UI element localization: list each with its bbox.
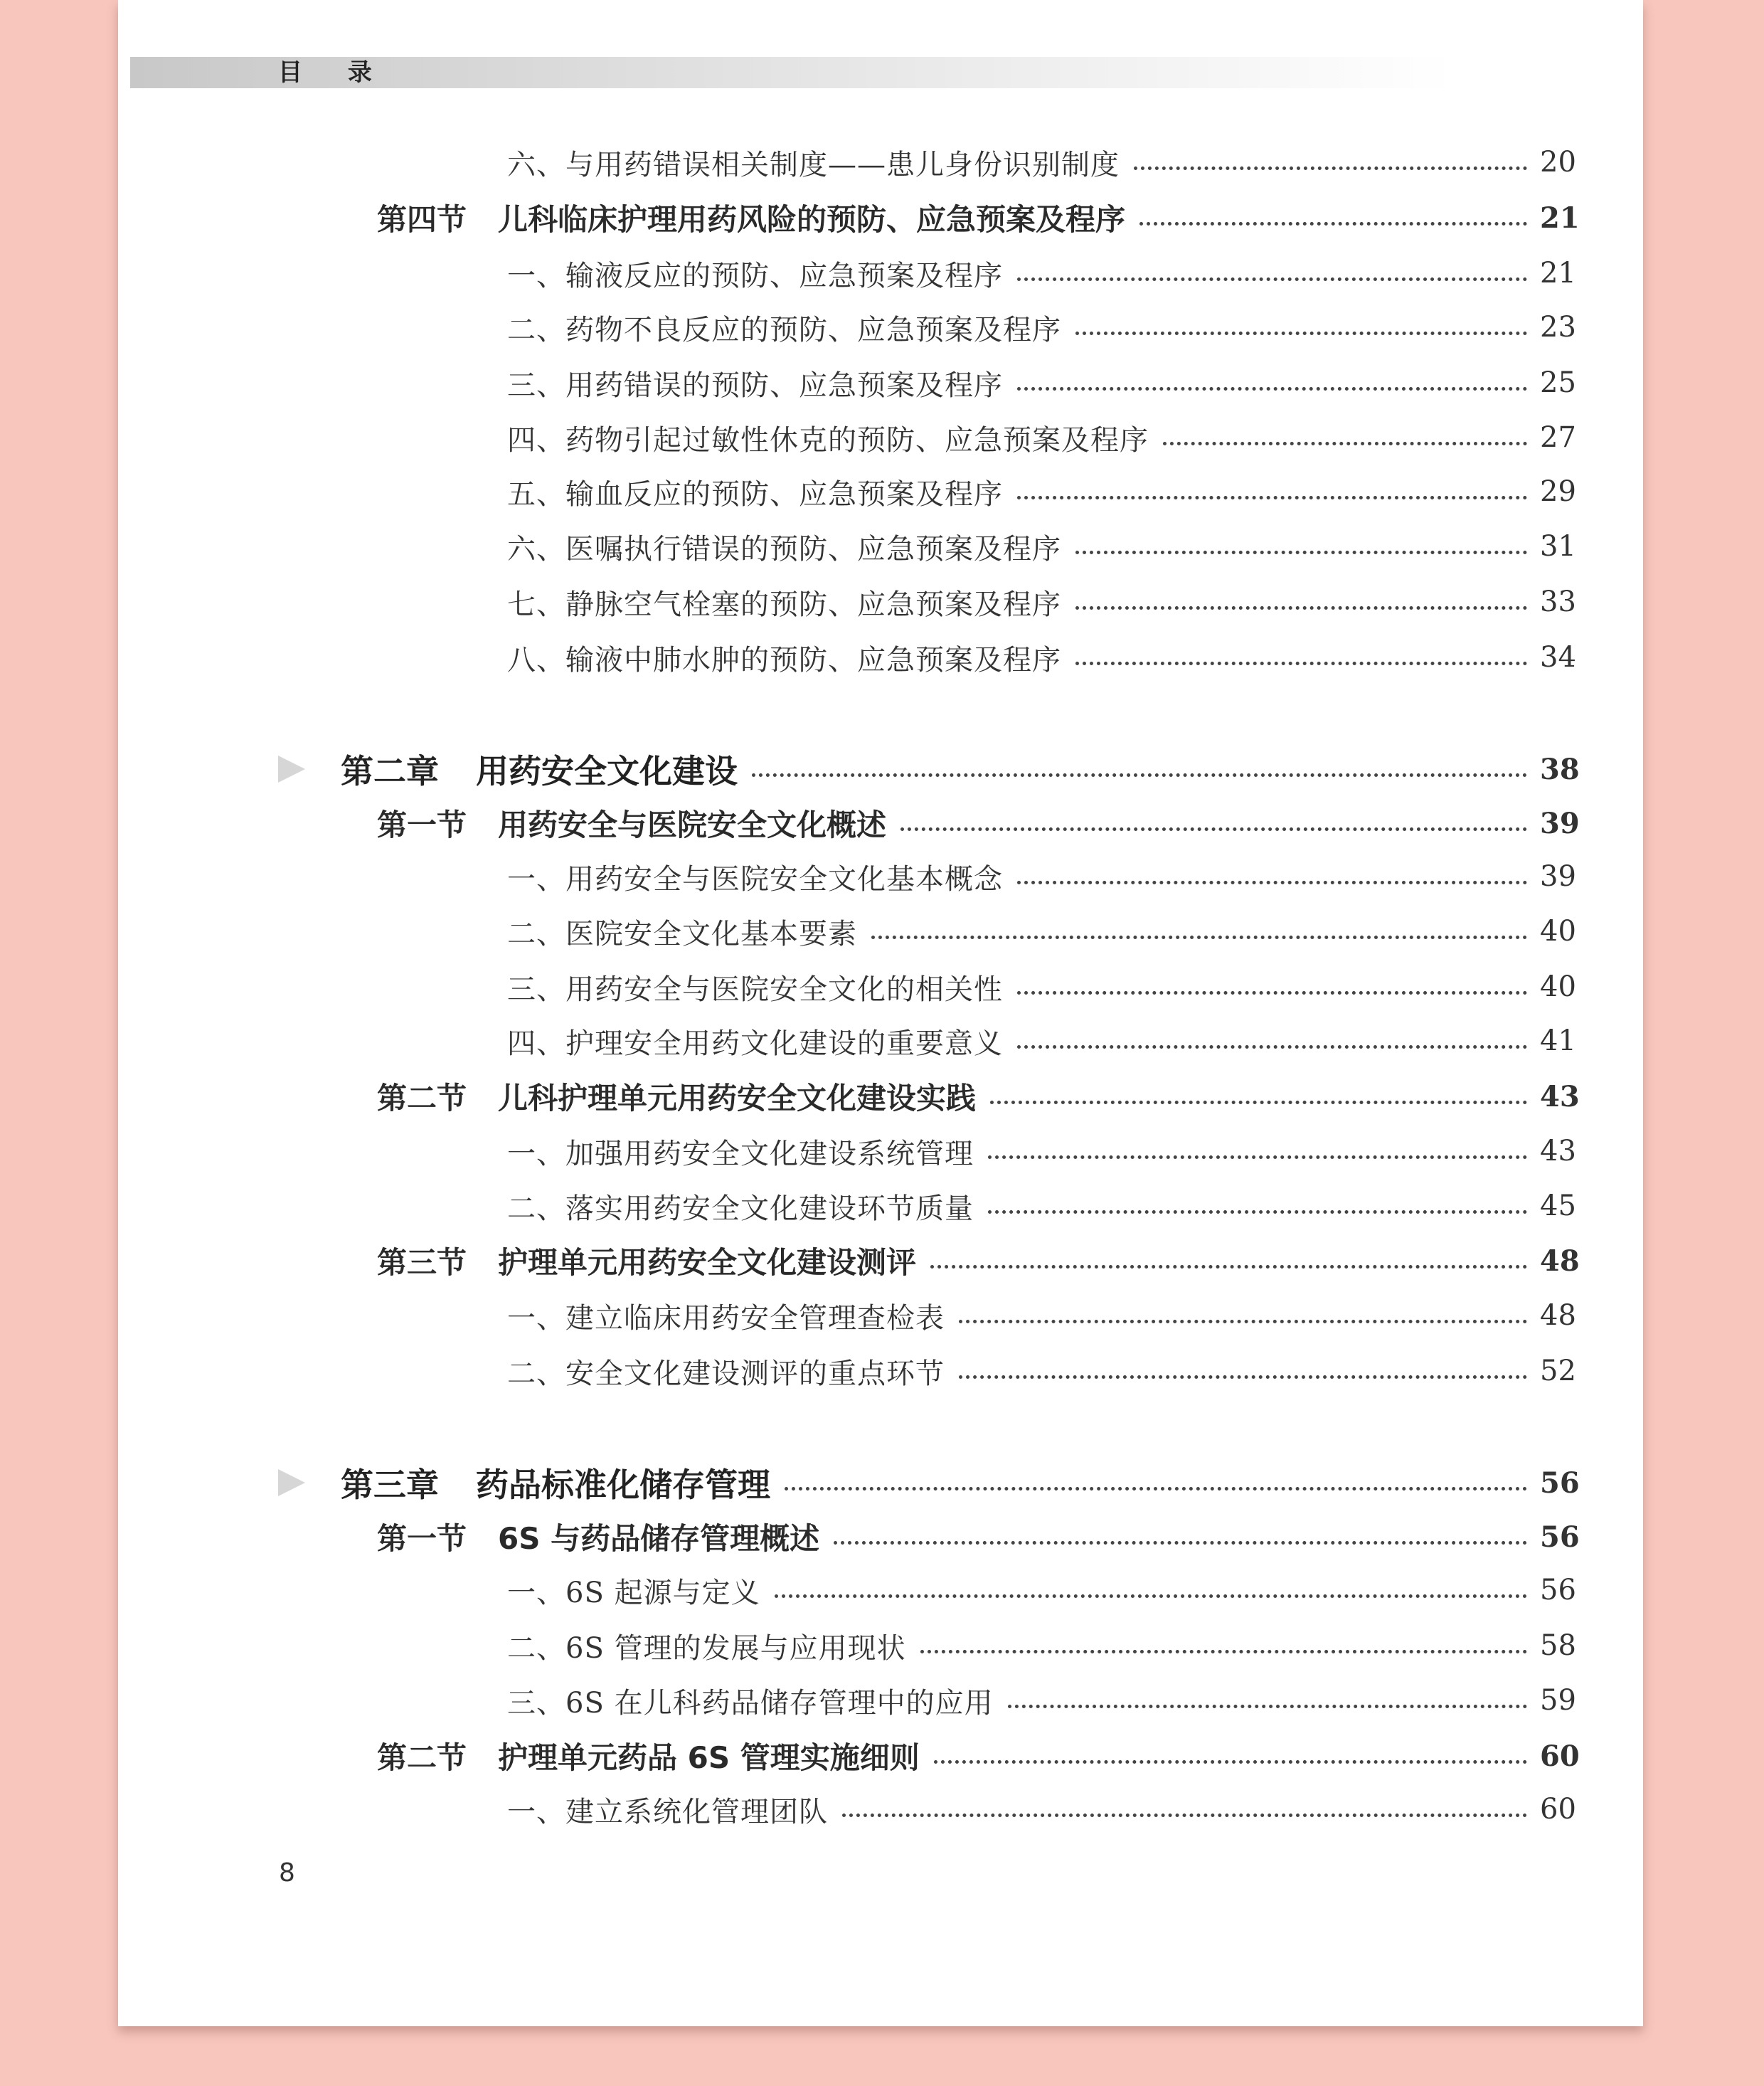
toc-item-entry — [0, 1185, 1576, 1227]
toc-entry-label — [507, 637, 1061, 678]
dot-leader — [1017, 881, 1527, 884]
toc-section-entry — [0, 196, 1580, 239]
toc-entry-title: 用药安全与医院安全文化概述 — [498, 808, 887, 842]
toc-entry-label — [341, 746, 738, 793]
toc-entry-label — [377, 1735, 920, 1777]
toc-item-entry — [0, 252, 1576, 295]
toc-entry-label — [507, 911, 857, 952]
toc-entry-title: 四、护理安全用药文化建设的重要意义 — [507, 1027, 1003, 1060]
toc-item-entry — [0, 965, 1576, 1008]
dot-leader — [1075, 332, 1527, 335]
toc-entry-prefix: 第二节 — [377, 1740, 467, 1775]
toc-item-entry — [0, 1624, 1576, 1667]
toc-entry-page-number: 39 — [1540, 860, 1576, 893]
dot-leader — [959, 1320, 1527, 1323]
toc-section-entry — [0, 1075, 1580, 1118]
toc-entry-label — [507, 418, 1149, 458]
toc-entry-label — [377, 802, 886, 845]
toc-entry-page-number: 27 — [1540, 421, 1576, 454]
toc-entry-label — [507, 363, 1003, 403]
toc-item-entry — [0, 1020, 1576, 1062]
toc-entry-page-number: 40 — [1540, 915, 1576, 948]
toc-entry-title: 三、用药安全与医院安全文化的相关性 — [507, 973, 1003, 1006]
toc-entry-page-number: 45 — [1540, 1190, 1576, 1222]
dot-leader — [988, 1155, 1527, 1159]
dot-leader — [1163, 442, 1527, 445]
toc-item-entry — [0, 1679, 1576, 1722]
toc-entry-label — [507, 582, 1061, 623]
toc-section-entry — [0, 1735, 1580, 1777]
toc-entry-title: 一、输液反应的预防、应急预案及程序 — [507, 259, 1003, 292]
toc-item-entry — [0, 525, 1576, 568]
dot-leader — [1017, 496, 1527, 499]
toc-entry-title: 二、落实用药安全文化建设环节质量 — [507, 1192, 974, 1225]
toc-item-entry — [0, 306, 1576, 349]
dot-leader — [1017, 277, 1527, 281]
dot-leader — [785, 1487, 1527, 1491]
toc-entry-label — [507, 253, 1003, 294]
toc-entry-label — [507, 1789, 828, 1830]
toc-entry-title: 6S 与药品储存管理概述 — [498, 1521, 820, 1556]
dot-leader — [834, 1541, 1527, 1545]
dot-leader — [1075, 606, 1527, 610]
dot-leader — [1017, 387, 1527, 391]
toc-entry-title: 六、与用药错误相关制度——患儿身份识别制度 — [507, 148, 1120, 181]
toc-entry-page-number: 39 — [1540, 806, 1580, 840]
toc-entry-title: 护理单元用药安全文化建设测评 — [498, 1245, 917, 1280]
toc-header-title: 目 录 — [278, 58, 390, 87]
toc-entry-page-number: 48 — [1540, 1299, 1576, 1332]
dot-leader — [1075, 551, 1527, 554]
toc-entry-label — [377, 1075, 976, 1118]
toc-entry-page-number: 58 — [1540, 1629, 1576, 1662]
toc-item-entry — [0, 910, 1576, 953]
dot-leader — [900, 827, 1527, 831]
toc-entry-title: 八、输液中肺水肿的预防、应急预案及程序 — [507, 643, 1061, 677]
toc-entry-page-number: 48 — [1540, 1244, 1580, 1278]
dot-leader — [930, 1265, 1527, 1269]
toc-entry-title: 一、建立系统化管理团队 — [507, 1795, 828, 1828]
toc-entry-label — [377, 1515, 819, 1558]
toc-item-entry — [0, 1130, 1576, 1172]
toc-item-entry — [0, 1569, 1576, 1611]
toc-entry-page-number: 25 — [1540, 366, 1576, 399]
toc-entry-label — [507, 1626, 906, 1666]
toc-entry-prefix: 第二节 — [377, 1081, 467, 1116]
toc-entry-title: 儿科临床护理用药风险的预防、应急预案及程序 — [498, 202, 1126, 237]
play-triangle-icon — [278, 1469, 305, 1496]
toc-item-entry — [0, 361, 1576, 404]
dot-leader — [775, 1594, 1527, 1598]
toc-entry-page-number: 31 — [1540, 530, 1576, 563]
toc-entry-title: 二、安全文化建设测评的重点环节 — [507, 1357, 945, 1390]
toc-entry-page-number: 23 — [1540, 311, 1576, 344]
toc-entry-label — [507, 142, 1120, 183]
toc-entry-title: 七、静脉空气栓塞的预防、应急预案及程序 — [507, 588, 1061, 621]
toc-entry-title: 儿科护理单元用药安全文化建设实践 — [498, 1081, 977, 1116]
toc-entry-page-number: 40 — [1540, 970, 1576, 1003]
toc-entry-title: 一、6S 起源与定义 — [507, 1576, 760, 1609]
toc-entry-page-number: 43 — [1540, 1135, 1576, 1168]
toc-entry-page-number: 60 — [1540, 1739, 1580, 1773]
toc-section-entry — [0, 802, 1580, 845]
dot-leader — [990, 1101, 1527, 1104]
toc-entry-title: 五、输血反应的预防、应急预案及程序 — [507, 477, 1003, 511]
toc-entry-page-number: 56 — [1540, 1574, 1576, 1606]
toc-entry-page-number: 33 — [1540, 586, 1576, 618]
toc-item-entry — [0, 470, 1576, 513]
toc-entry-prefix: 第一节 — [377, 1521, 467, 1556]
toc-section-entry — [0, 1515, 1580, 1558]
dot-leader — [752, 773, 1527, 777]
toc-entry-title: 药品标准化储存管理 — [476, 1466, 770, 1504]
toc-entry-page-number: 56 — [1540, 1520, 1580, 1554]
toc-item-entry — [0, 1350, 1576, 1392]
toc-entry-page-number: 60 — [1540, 1793, 1576, 1826]
toc-entry-label — [377, 1239, 916, 1282]
toc-entry-label — [341, 1459, 770, 1506]
page-number: 8 — [279, 1858, 295, 1888]
dot-leader — [920, 1650, 1527, 1653]
toc-entry-title: 护理单元药品 6S 管理实施细则 — [498, 1740, 920, 1775]
toc-entry-title: 用药安全文化建设 — [476, 752, 738, 790]
toc-entry-prefix: 第一节 — [377, 808, 467, 842]
toc-entry-page-number: 41 — [1540, 1025, 1576, 1057]
dot-leader — [1139, 222, 1527, 226]
dot-leader — [988, 1210, 1527, 1214]
toc-entry-page-number: 21 — [1540, 201, 1580, 235]
toc-section-entry — [0, 1239, 1580, 1282]
dot-leader — [1017, 991, 1527, 995]
toc-entry-title: 二、6S 管理的发展与应用现状 — [507, 1631, 906, 1665]
toc-entry-label — [507, 1680, 994, 1721]
toc-entry-title: 三、6S 在儿科药品储存管理中的应用 — [507, 1686, 994, 1720]
dot-leader — [871, 936, 1527, 939]
toc-entry-page-number: 29 — [1540, 475, 1576, 508]
toc-entry-label — [507, 967, 1003, 1007]
toc-item-entry — [0, 581, 1576, 623]
toc-entry-page-number: 21 — [1540, 257, 1576, 290]
toc-entry-title: 一、用药安全与医院安全文化基本概念 — [507, 862, 1003, 896]
dot-leader — [959, 1375, 1527, 1379]
toc-item-entry — [0, 636, 1576, 679]
toc-entry-prefix: 第四节 — [377, 202, 467, 237]
dot-leader — [1008, 1705, 1527, 1708]
toc-item-entry — [0, 416, 1576, 459]
toc-entry-label — [507, 307, 1061, 348]
toc-item-entry — [0, 141, 1576, 184]
toc-entry-title: 二、药物不良反应的预防、应急预案及程序 — [507, 313, 1061, 346]
toc-entry-prefix: 第二章 — [341, 752, 439, 790]
toc-entry-page-number: 59 — [1540, 1684, 1576, 1717]
dot-leader — [934, 1760, 1527, 1764]
toc-entry-label — [507, 1570, 760, 1611]
toc-entry-title: 六、医嘱执行错误的预防、应急预案及程序 — [507, 532, 1061, 566]
toc-entry-page-number: 43 — [1540, 1079, 1580, 1113]
toc-entry-label — [377, 196, 1125, 239]
toc-item-entry — [0, 855, 1576, 898]
toc-entry-label — [507, 526, 1061, 567]
toc-entry-title: 三、用药错误的预防、应急预案及程序 — [507, 369, 1003, 402]
toc-entry-prefix: 第三节 — [377, 1245, 467, 1280]
dot-leader — [1134, 166, 1527, 170]
toc-chapter-entry — [0, 1461, 1580, 1504]
toc-entry-label — [507, 1131, 974, 1172]
toc-entry-prefix: 第三章 — [341, 1466, 439, 1504]
toc-entry-label — [507, 1021, 1003, 1061]
toc-item-entry — [0, 1788, 1576, 1831]
toc-entry-label — [507, 1351, 945, 1392]
toc-entry-title: 一、建立临床用药安全管理查检表 — [507, 1301, 945, 1335]
toc-entry-page-number: 56 — [1540, 1466, 1580, 1500]
toc-entry-label — [507, 857, 1003, 897]
toc-chapter-entry — [0, 748, 1580, 790]
toc-entry-title: 二、医院安全文化基本要素 — [507, 917, 857, 951]
toc-entry-title: 一、加强用药安全文化建设系统管理 — [507, 1137, 974, 1170]
toc-entry-label — [507, 472, 1003, 512]
toc-entry-page-number: 38 — [1540, 752, 1580, 786]
dot-leader — [1075, 662, 1527, 665]
toc-entry-page-number: 52 — [1540, 1355, 1576, 1387]
toc-entry-title: 四、药物引起过敏性休克的预防、应急预案及程序 — [507, 423, 1149, 457]
dot-leader — [842, 1814, 1527, 1817]
toc-item-entry — [0, 1294, 1576, 1337]
play-triangle-icon — [278, 756, 305, 783]
dot-leader — [1017, 1045, 1527, 1049]
toc-entry-page-number: 20 — [1540, 146, 1576, 179]
toc-entry-page-number: 34 — [1540, 641, 1576, 674]
toc-entry-label — [507, 1186, 974, 1227]
toc-entry-label — [507, 1296, 945, 1336]
